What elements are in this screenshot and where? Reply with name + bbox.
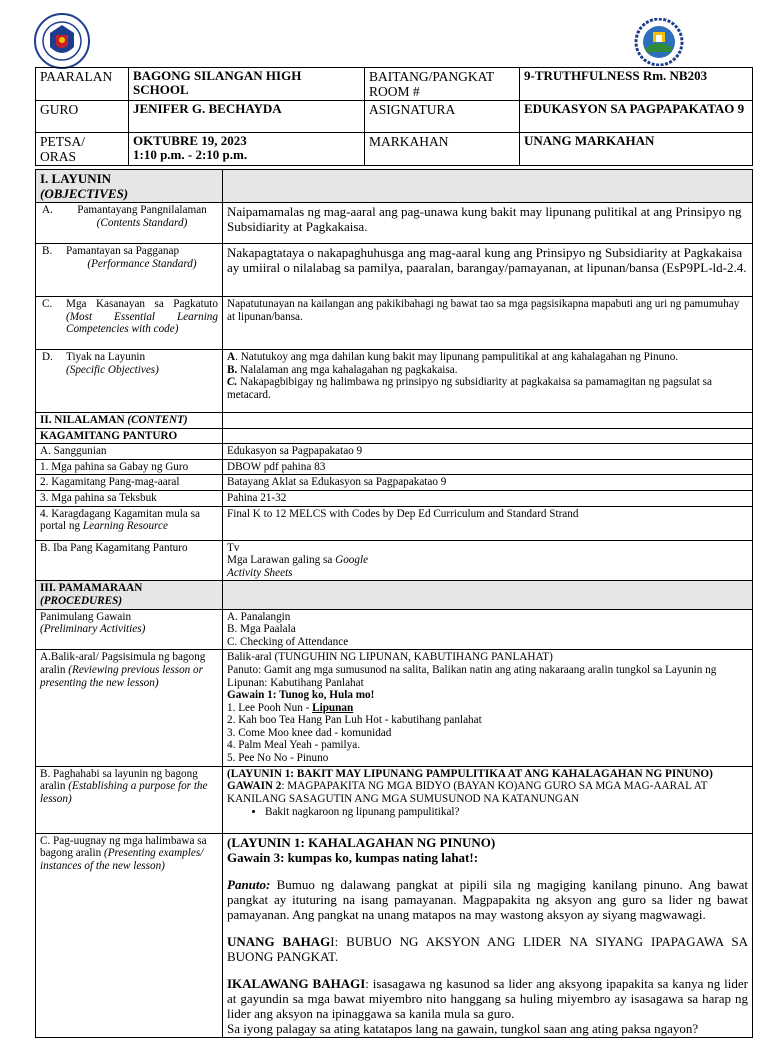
table-row: [36, 490, 753, 506]
deped-seal-logo: [34, 13, 90, 69]
table-row: [36, 766, 753, 833]
list-item: C. Checking of Attendance: [227, 635, 349, 648]
row-label: 2. Kagamitang Pang-mag-aaral: [36, 475, 223, 491]
section-title: III. PAMAMARAAN: [40, 582, 143, 595]
list-item: 5. Pee No No - Pinuno: [227, 752, 329, 765]
section-procedures-header: [36, 581, 753, 609]
part-key: UNANG BAHAG: [227, 933, 331, 949]
table-row: [36, 203, 753, 244]
row-label-en: (Specific Objectives): [66, 363, 159, 376]
table-row: [36, 297, 753, 350]
objective-text: Nakapagbibigay ng halimbawa ng prinsipyo ng subsidiarity at pagkakaisa sa pamamagitan ng pagsulat sa metacard.: [227, 376, 712, 401]
objective-key: A: [227, 351, 236, 363]
row-value: Activity Sheets: [227, 566, 293, 579]
row-label: B. Iba Pang Kagamitang Panturo: [36, 540, 223, 581]
asignatura-value: EDUKASYON SA PAGPAPAKATAO 9: [520, 101, 753, 133]
activity-key: GAWAIN 2: [227, 780, 282, 793]
row-label: Mga Kasanayan sa Pagkatuto: [66, 298, 218, 310]
row-label: A.Balik-aral/ Pagsisimula ng bagong aralin: [40, 651, 206, 676]
content-standard-text: Naipamamalas ng mag-aaral ang pag-unawa kung bakit may lipunang pulitikal at ang Prinsipyo ng Subsidiarity at Pagkakaisa.: [223, 203, 753, 244]
paaralan-label: PAARALAN: [36, 68, 129, 101]
part-text: : isasagawa ng kasunod sa lider ang aksyong ipapakita sa kanya ng lider at gayundin sa mga bawat miyembro nito hanggang sa huling miyembro ay isasagawa sa harap ng lider ang aksyon na ipinaggawa sa kanila mula sa guro.: [227, 975, 748, 1021]
list-item: [227, 702, 748, 715]
objective-key: B.: [227, 363, 238, 376]
section-objectives-header: [36, 170, 753, 203]
row-label-en: (Reviewing previous lesson or presenting the new lesson): [40, 663, 204, 689]
guro-value: JENIFER G. BECHAYDA: [129, 101, 365, 133]
section-title-en: (OBJECTIVES): [40, 186, 129, 201]
performance-standard-text: Nakapagtataya o nakapaghuhusga ang mag-aaral kung ang Prinsipyo ng Subsidiarity at Pagkakaisa ay umiiral o nilalabag sa pamilya, paaralan, barangay/pamayanan, at lipunan/bansa (EsP9PL-ld-2.4.: [223, 244, 753, 297]
markahan-label: MARKAHAN: [365, 133, 520, 166]
list-item: 3. Come Moo knee dad - komunidad: [227, 726, 392, 739]
table-row: [36, 444, 753, 460]
kagamitan-label: KAGAMITANG PANTURO: [36, 428, 223, 444]
row-label: 3. Mga pahina sa Teksbuk: [36, 490, 223, 506]
row-value: Mga Larawan galing sa: [227, 554, 333, 567]
part-key: IKALAWANG BAHAGI: [227, 975, 366, 991]
row-label: Panimulang Gawain: [40, 610, 132, 623]
row-label: C. Pag-uugnay ng mga halimbawa sa bagong aralin: [40, 834, 207, 860]
school-seal-logo: [633, 18, 685, 66]
row-label: Tiyak na Layunin: [66, 351, 146, 363]
objective-title: (LAYUNIN 1: KAHALAGAHAN NG PINUNO): [227, 834, 496, 850]
objective-text: . Natutukoy ang mga dahilan kung bakit may lipunang pampulitikal at ang kahalagahan ng Pinuno.: [235, 351, 679, 363]
markahan-value: UNANG MARKAHAN: [520, 133, 753, 166]
objective-title: (LAYUNIN 1: BAKIT MAY LIPUNANG PAMPULITIKA AT ANG KAHALAGAHAN NG PINUNO): [227, 767, 713, 780]
table-row: [36, 609, 753, 650]
row-value: Pahina 21-32: [223, 490, 753, 506]
row-label-en: (Preliminary Activities): [40, 623, 146, 636]
section-title-en: (CONTENT): [127, 414, 188, 426]
row-value-em: Google: [335, 554, 369, 567]
activity-title: Gawain 3: kumpas ko, kumpas nating lahat!:: [227, 849, 479, 865]
list-item: 4. Palm Meal Yeah - pamilya.: [227, 739, 360, 752]
row-label-en: (Presenting examples/ instances of the new lesson): [40, 847, 204, 872]
specific-objectives-text: [223, 350, 753, 413]
row-letter: D.: [42, 351, 53, 363]
kagamitan-header: [36, 428, 753, 444]
melc-text: Napatutunayan na kailangan ang pakikibahagi ng bawat tao sa mga pagsisikapna mapabuti ang uri ng pamumuhay at lipunan/bansa.: [223, 297, 753, 350]
row-label: B. Paghahabi sa layunin ng bagong aralin: [40, 767, 198, 793]
list-item-text: 1. Lee Pooh Nun -: [227, 701, 313, 714]
review-instructions: Panuto: Gamit ang mga sumusunod na salita, Balikan natin ang ating nakaraang aralin tungkol sa Layunin ng Lipunan: Kabutihang Panlahat: [227, 663, 717, 689]
row-letter: C.: [42, 298, 53, 310]
panuto-key: Panuto:: [227, 876, 271, 892]
row-label: 1. Mga pahina sa Gabay ng Guro: [36, 459, 223, 475]
section-title-en: (PROCEDURES): [40, 594, 123, 607]
table-row: [36, 244, 753, 297]
row-value: Tv: [227, 541, 240, 554]
petsa-time: 1:10 p.m. - 2:10 p.m.: [133, 147, 248, 162]
row-label-en: (Establishing a purpose for the lesson): [40, 780, 208, 805]
section-title: II. NILALAMAN: [40, 414, 125, 426]
guro-label: GURO: [36, 101, 129, 133]
petsa-value: [129, 133, 365, 166]
petsa-label: PETSA/ ORAS: [36, 133, 129, 166]
activity-title: Gawain 1: Tunog ko, Hula mo!: [227, 689, 375, 702]
row-label-em: Learning Resource: [82, 520, 168, 533]
closing-question: Sa iyong palagay sa ating katatapos lang na gawain, tungkol saan ang ating paksa ngayon?: [227, 1020, 699, 1036]
list-item: B. Mga Paalala: [227, 623, 296, 636]
list-item-answer: Lipunan: [312, 701, 354, 714]
table-row: [36, 833, 753, 1037]
activity-text: : MAGPAPAKITA NG MGA BIDYO (BAYAN KO)ANG GURO SA MGA MAG-AARAL AT KANILANG SASAGUTIN ANG MGA SUMUSUNOD NA KATANUNGAN: [227, 780, 708, 805]
petsa-date: OKTUBRE 19, 2023: [133, 133, 247, 148]
baitang-value: 9-TRUTHFULNESS Rm. NB203: [520, 68, 753, 101]
list-item: 2. Kah boo Tea Hang Pan Luh Hot - kabutihang panlahat: [227, 714, 482, 727]
table-row: [36, 540, 753, 581]
objective-key: C.: [227, 376, 238, 389]
row-letter: B.: [42, 245, 53, 257]
asignatura-label: ASIGNATURA: [365, 101, 520, 133]
objective-text: Nalalaman ang mga kahalagahan ng pagkakaisa.: [237, 363, 458, 376]
table-row: [36, 459, 753, 475]
row-label: 4. Karagdagang Kagamitan mula sa portal ng: [40, 507, 200, 533]
table-row: [36, 506, 753, 540]
part-text: I: BUBUO NG AKSYON ANG LIDER NA SIYANG IPAPAGAWA SA BUONG PANGKAT.: [227, 933, 748, 964]
list-item: A. Panalangin: [227, 610, 291, 623]
row-letter: A.: [42, 204, 53, 216]
row-value: Batayang Aklat sa Edukasyon sa Pagpapakatao 9: [223, 475, 753, 491]
table-row: [36, 650, 753, 766]
row-value: DBOW pdf pahina 83: [223, 459, 753, 475]
table-row: [36, 350, 753, 413]
row-label-en: (Contents Standard): [96, 216, 188, 229]
question-item: • Bakit nagkaroon ng lipunang pampulitikal?: [265, 806, 748, 819]
row-value: Edukasyon sa Pagpapakatao 9: [223, 444, 753, 460]
row-label: Pamantayang Pangnilalaman: [77, 204, 207, 216]
panuto-text: Bumuo ng dalawang pangkat at pipili sila ng magiging kanilang pinuno. Ang bawat pangkat ay ituturing na isang pamayanan. Magpapakita ng aksyon ang guro sa lider ng bawat pamayanan. Ang pangkat na unang matapos na may wastong aksyon ay siyang magwawagi.: [227, 876, 748, 922]
baitang-label: BAITANG/PANGKAT ROOM #: [365, 68, 520, 101]
row-label-en: (Most Essential Learning Competencies with code): [66, 310, 218, 336]
row-value: Final K to 12 MELCS with Codes by Dep Ed Curriculum and Standard Strand: [223, 506, 753, 540]
row-label: A. Sanggunian: [36, 444, 223, 460]
review-title: Balik-aral (TUNGUHIN NG LIPUNAN, KABUTIHANG PANLAHAT): [227, 651, 553, 664]
section-content-header: [36, 413, 753, 429]
table-row: [36, 475, 753, 491]
row-label-en: (Performance Standard): [87, 257, 197, 270]
row-label: Pamantayan sa Pagganap: [66, 245, 180, 257]
header-table: [35, 67, 753, 166]
paaralan-value: BAGONG SILANGAN HIGH SCHOOL: [129, 68, 365, 101]
section-title: I. LAYUNIN: [40, 171, 112, 186]
lesson-plan-table: [35, 169, 753, 1038]
